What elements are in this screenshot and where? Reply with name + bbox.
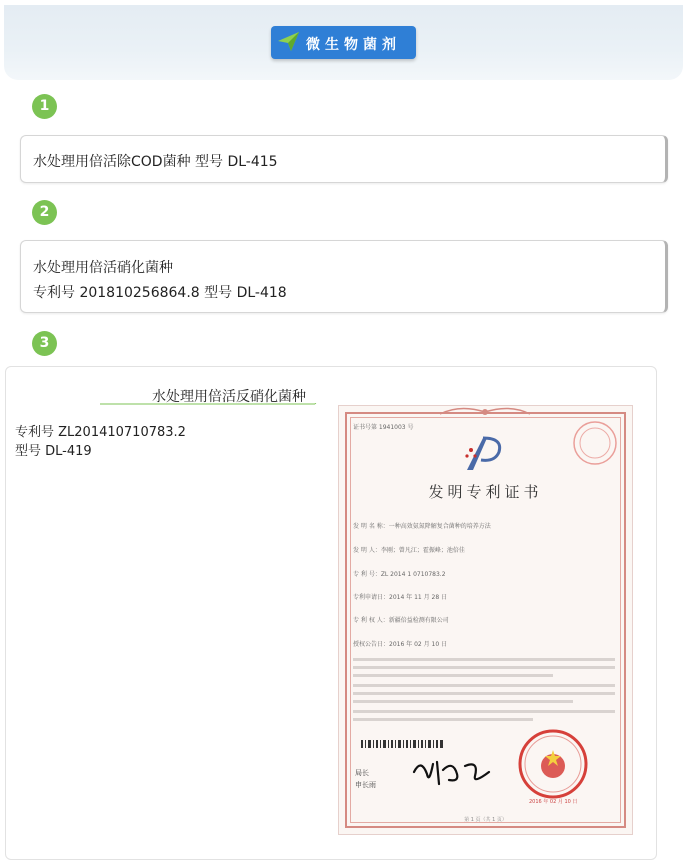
certificate-heading: 发明专利证书 — [428, 483, 543, 501]
certificate-field: 发 明 人：李刚；曾凡江；霍振峰；池倍佳 — [353, 547, 465, 554]
product-card-2 — [20, 240, 668, 313]
certificate-field: 专 利 号：ZL 2014 1 0710783.2 — [353, 571, 446, 578]
certificate-text-line — [353, 710, 615, 713]
seal-date: 2016 年 02 月 10 日 — [529, 799, 578, 805]
seal-stamp-icon — [572, 420, 618, 466]
section-title: 微生物菌剂 — [306, 37, 401, 53]
certificate-text-line — [353, 700, 573, 703]
certificate-page-footer: 第 1 页（共 1 页） — [464, 817, 507, 823]
certificate-field: 专 利 权 人：新疆倍益检测有限公司 — [353, 617, 449, 624]
certificate-number: 证书号第 1941003 号 — [353, 424, 414, 431]
paper-plane-icon — [277, 31, 301, 57]
certificate-field: 授权公告日：2016 年 02 月 10 日 — [353, 641, 448, 648]
certificate-text-line — [353, 718, 533, 721]
step-badge-2: 2 — [32, 200, 57, 225]
product-name-3: 水处理用倍活反硝化菌种 — [152, 389, 306, 405]
product-patent-2: 专利号 201810256864.8 型号 DL-418 — [33, 285, 287, 301]
signature-name: 申长雨 — [355, 781, 376, 789]
certificate-text-line — [353, 684, 615, 687]
step-badge-1: 1 — [32, 94, 57, 119]
patent-office-emblem-icon — [461, 434, 507, 474]
product-patent-3: 专利号 ZL201410710783.2 — [15, 425, 186, 440]
barcode-icon — [361, 740, 445, 748]
certificate-text-line — [353, 658, 615, 661]
official-red-seal-icon — [517, 728, 589, 800]
title-underline — [100, 403, 332, 409]
product-model-3: 型号 DL-419 — [15, 444, 92, 459]
product-name-1: 水处理用倍活除COD菌种 型号 DL-415 — [33, 154, 278, 170]
ornament-icon — [435, 404, 535, 420]
certificate-text-line — [353, 674, 553, 677]
certificate-field: 专利申请日：2014 年 11 月 28 日 — [353, 594, 448, 601]
signature-title: 局长 — [355, 769, 369, 777]
certificate-text-line — [353, 692, 615, 695]
section-title-button[interactable] — [271, 26, 416, 59]
product-card-1 — [20, 135, 668, 183]
step-badge-3: 3 — [32, 331, 57, 356]
certificate-text-line — [353, 666, 615, 669]
handwritten-signature-icon — [409, 754, 499, 788]
product-name-2: 水处理用倍活硝化菌种 — [33, 260, 173, 276]
patent-certificate — [338, 405, 633, 835]
certificate-field: 发 明 名 称：一种高效氨氮降解复合菌种的培养方法 — [353, 523, 491, 530]
